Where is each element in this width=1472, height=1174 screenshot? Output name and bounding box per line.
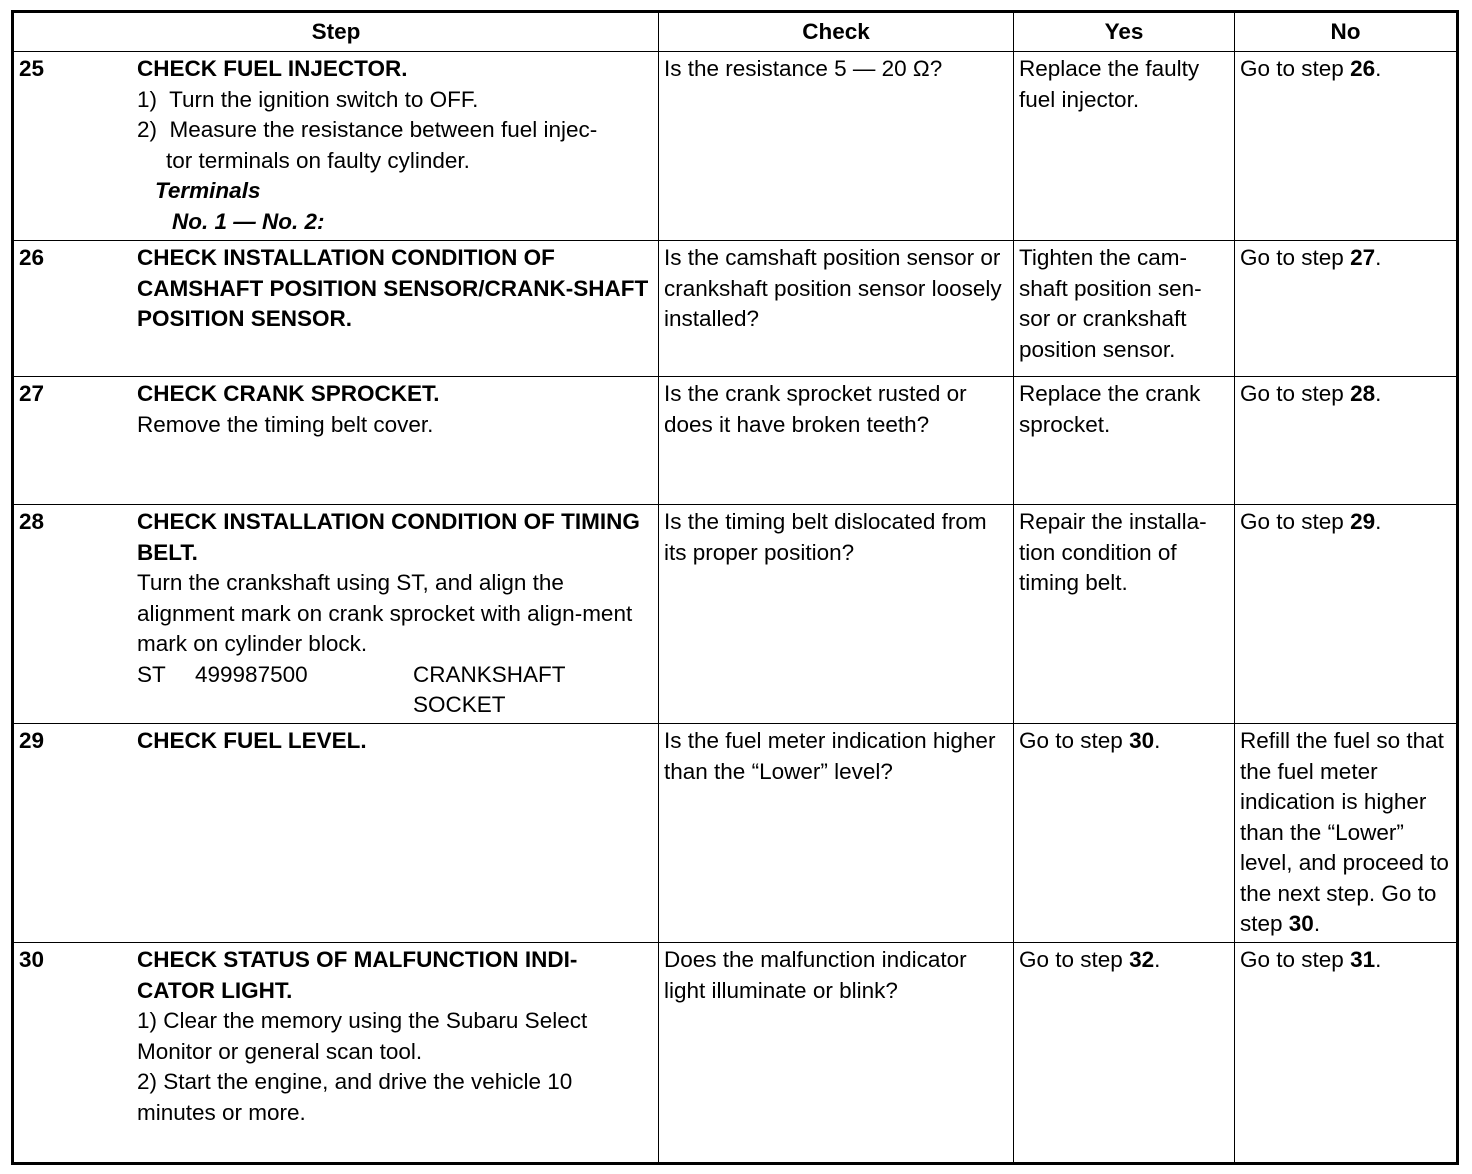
no-step-link[interactable]: 31 bbox=[1350, 947, 1376, 972]
terminals-label: Terminals bbox=[155, 178, 261, 203]
no-suffix: . bbox=[1375, 245, 1382, 270]
step-title: CHECK STATUS OF MALFUNCTION INDI-CATOR LIGHT. bbox=[137, 947, 578, 1003]
no-text: Go to step bbox=[1240, 245, 1351, 270]
st-name-line: SOCKET bbox=[413, 692, 506, 717]
no-suffix: . bbox=[1375, 509, 1382, 534]
table-row bbox=[13, 52, 1458, 241]
header-row bbox=[13, 12, 1458, 52]
header-check: Check bbox=[659, 12, 1014, 52]
terminals-value: No. 1 — No. 2: bbox=[172, 208, 325, 234]
table-row bbox=[13, 377, 1458, 505]
st-name-line: CRANKSHAFT bbox=[413, 661, 566, 687]
check-cell: Is the timing belt dislocated from its proper position? bbox=[659, 505, 1014, 724]
no-text: Refill the fuel so that the fuel meter indication is higher than the “Lower” level, and proceed to the next step. Go to step bbox=[1240, 728, 1449, 936]
step-title: CHECK INSTALLATION CONDITION OF CAMSHAFT POSITION SENSOR/CRANK-SHAFT POSITION SENSOR. bbox=[137, 245, 649, 331]
step-instruction: tor terminals on faulty cylinder. bbox=[166, 147, 470, 173]
yes-cell bbox=[1014, 943, 1235, 1164]
no-suffix: . bbox=[1375, 56, 1382, 81]
step-cell bbox=[13, 377, 659, 505]
st-label: ST bbox=[137, 661, 166, 687]
step-title: CHECK CRANK SPROCKET. bbox=[137, 381, 440, 406]
step-number: 25 bbox=[19, 56, 45, 81]
no-suffix: . bbox=[1313, 911, 1321, 936]
no-step-link[interactable]: 30 bbox=[1288, 911, 1314, 936]
check-cell: Is the fuel meter indication higher than the “Lower” level? bbox=[659, 724, 1014, 943]
step-number: 28 bbox=[19, 509, 45, 534]
yes-cell: Repair the installa-tion condition of timing belt. bbox=[1014, 505, 1235, 724]
table-row bbox=[13, 241, 1458, 377]
step-instruction: 2) Start the engine, and drive the vehicle 10 minutes or more. bbox=[137, 1069, 573, 1125]
step-instruction: 2) Measure the resistance between fuel injec- bbox=[137, 117, 598, 142]
step-cell bbox=[13, 505, 659, 724]
yes-suffix: . bbox=[1154, 728, 1161, 753]
st-name bbox=[413, 660, 613, 721]
yes-cell: Replace the faulty fuel injector. bbox=[1014, 52, 1235, 241]
header-step: Step bbox=[13, 12, 659, 52]
yes-text: Go to step bbox=[1019, 728, 1130, 753]
no-text: Go to step bbox=[1240, 381, 1351, 406]
yes-cell: Replace the crank sprocket. bbox=[1014, 377, 1235, 505]
step-cell bbox=[13, 52, 659, 241]
step-cell bbox=[13, 943, 659, 1164]
no-text: Go to step bbox=[1240, 509, 1351, 534]
step-title: CHECK FUEL INJECTOR. bbox=[137, 56, 408, 81]
no-step-link[interactable]: 26 bbox=[1350, 56, 1376, 81]
yes-suffix: . bbox=[1154, 947, 1161, 972]
check-cell: Is the resistance 5 — 20 Ω? bbox=[659, 52, 1014, 241]
no-cell bbox=[1235, 724, 1458, 943]
no-text: Go to step bbox=[1240, 56, 1351, 81]
step-instruction: Turn the crankshaft using ST, and align the alignment mark on crank sprocket with align-ment mark on cylinder block. bbox=[137, 570, 633, 656]
no-cell bbox=[1235, 52, 1458, 241]
step-number: 29 bbox=[19, 728, 45, 753]
header-no: No bbox=[1235, 12, 1458, 52]
check-cell: Does the malfunction indicator light illuminate or blink? bbox=[659, 943, 1014, 1164]
no-step-link[interactable]: 29 bbox=[1350, 509, 1376, 534]
step-number: 30 bbox=[19, 947, 45, 972]
table-row bbox=[13, 724, 1458, 943]
header-yes: Yes bbox=[1014, 12, 1235, 52]
step-title: CHECK INSTALLATION CONDITION OF TIMING BELT. bbox=[137, 509, 640, 565]
no-suffix: . bbox=[1375, 947, 1382, 972]
no-suffix: . bbox=[1375, 381, 1382, 406]
step-cell bbox=[13, 724, 659, 943]
yes-text: Go to step bbox=[1019, 947, 1130, 972]
table-row bbox=[13, 943, 1458, 1164]
step-instruction: 1) Turn the ignition switch to OFF. bbox=[137, 86, 479, 112]
yes-cell bbox=[1014, 724, 1235, 943]
no-cell bbox=[1235, 241, 1458, 377]
no-step-link[interactable]: 27 bbox=[1350, 245, 1376, 270]
check-cell: Is the camshaft position sensor or crankshaft position sensor loosely installed? bbox=[659, 241, 1014, 377]
no-cell bbox=[1235, 505, 1458, 724]
step-instruction: Remove the timing belt cover. bbox=[137, 411, 434, 437]
special-tool-row bbox=[137, 660, 653, 721]
yes-step-link[interactable]: 30 bbox=[1129, 728, 1155, 753]
no-step-link[interactable]: 28 bbox=[1350, 381, 1376, 406]
yes-cell: Tighten the cam-shaft position sen-sor or crankshaft position sensor. bbox=[1014, 241, 1235, 377]
no-cell bbox=[1235, 943, 1458, 1164]
table-row bbox=[13, 505, 1458, 724]
no-cell bbox=[1235, 377, 1458, 505]
step-instruction: 1) Clear the memory using the Subaru Select Monitor or general scan tool. bbox=[137, 1008, 588, 1064]
diagnostic-table bbox=[11, 10, 1459, 1165]
yes-step-link[interactable]: 32 bbox=[1129, 947, 1155, 972]
no-text: Go to step bbox=[1240, 947, 1351, 972]
check-cell: Is the crank sprocket rusted or does it have broken teeth? bbox=[659, 377, 1014, 505]
step-number: 26 bbox=[19, 245, 45, 270]
step-number: 27 bbox=[19, 381, 45, 406]
step-title: CHECK FUEL LEVEL. bbox=[137, 728, 367, 753]
step-cell bbox=[13, 241, 659, 377]
st-number: 499987500 bbox=[195, 661, 308, 687]
